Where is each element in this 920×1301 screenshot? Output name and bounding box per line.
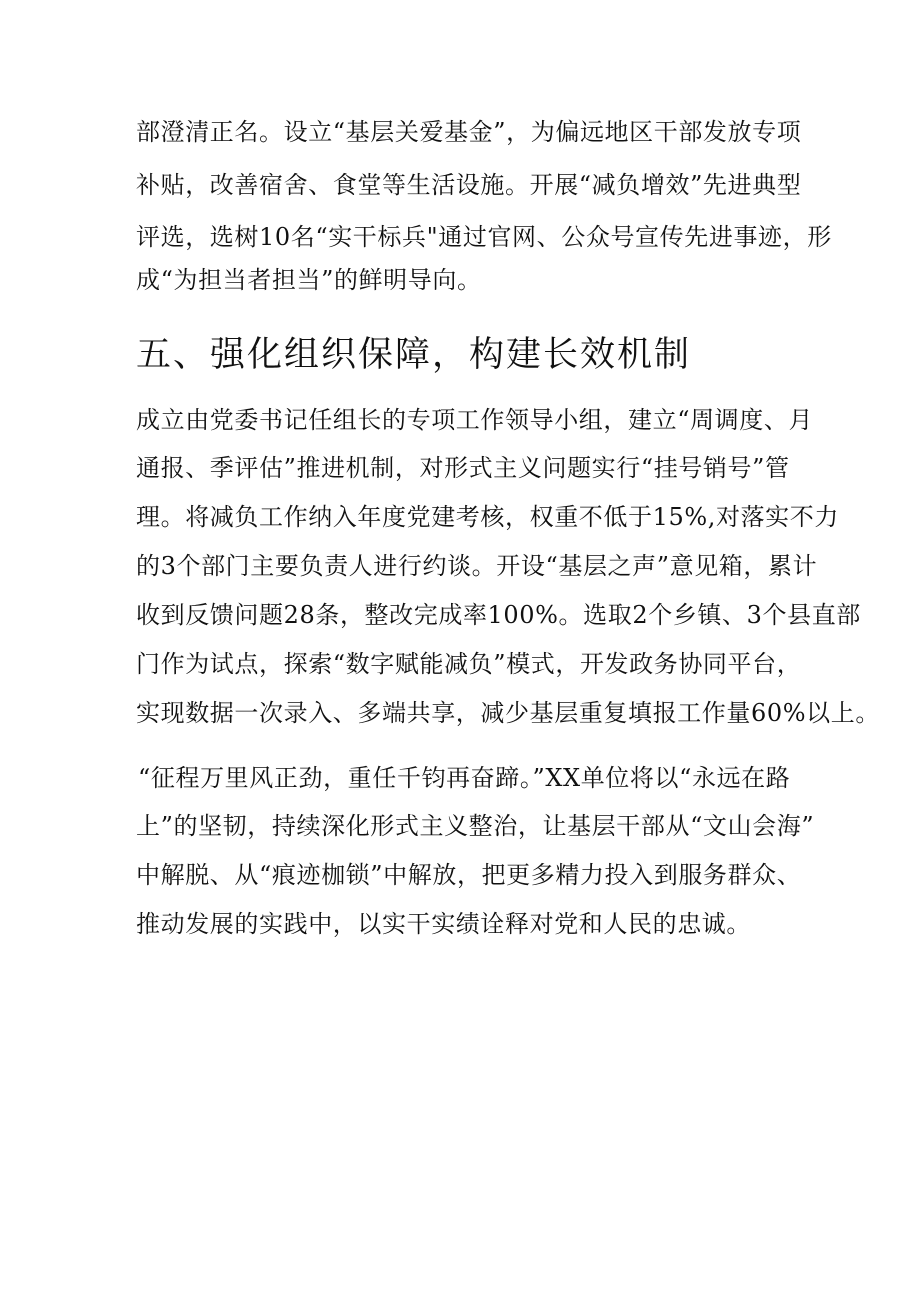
paragraph-line: 门作为试点，探索“数字赋能减负”模式，开发政务协同平台，	[136, 650, 802, 678]
paragraph-line: 收到反馈问题28条，整改完成率100%。选取2个乡镇、3个县直部	[136, 601, 861, 629]
paragraph-line: 成立由党委书记任组长的专项工作领导小组，建立“周调度、月	[136, 406, 814, 434]
paragraph-line: 评选，选树10名“实干标兵"通过官网、公众号宣传先进事迹，形	[136, 223, 832, 251]
paragraph-line: 中解脱、从“痕迹枷锁”中解放，把更多精力投入到服务群众、	[136, 861, 802, 889]
paragraph-line: 实现数据一次录入、多端共享，减少基层重复填报工作量60%以上。	[136, 699, 880, 727]
paragraph-line: “征程万里风正劲，重任千钧再奋蹄。”XX单位将以“永远在路	[138, 764, 791, 792]
section-heading-5: 五、强化组织保障，构建长效机制	[136, 335, 692, 375]
paragraph-line: 通报、季评估”推进机制，对形式主义问题实行“挂号销号”管	[136, 454, 790, 482]
paragraph-line: 上”的坚韧，持续深化形式主义整治，让基层干部从“文山会海”	[136, 812, 815, 840]
paragraph-line: 的3个部门主要负责人进行约谈。开设“基层之声”意见箱，累计	[136, 552, 818, 580]
paragraph-line: 推动发展的实践中，以实干实绩诠释对党和人民的忠诚。	[136, 910, 751, 938]
paragraph-line: 理。将减负工作纳入年度党建考核，权重不低于15%,对落实不力	[136, 503, 839, 531]
paragraph-line: 补贴，改善宿舍、食堂等生活设施。开展“减负增效”先进典型	[136, 171, 802, 199]
paragraph-line: 成“为担当者担当”的鲜明导向。	[136, 266, 482, 294]
paragraph-line: 部澄清正名。设立“基层关爱基金”，为偏远地区干部发放专项	[136, 118, 802, 146]
